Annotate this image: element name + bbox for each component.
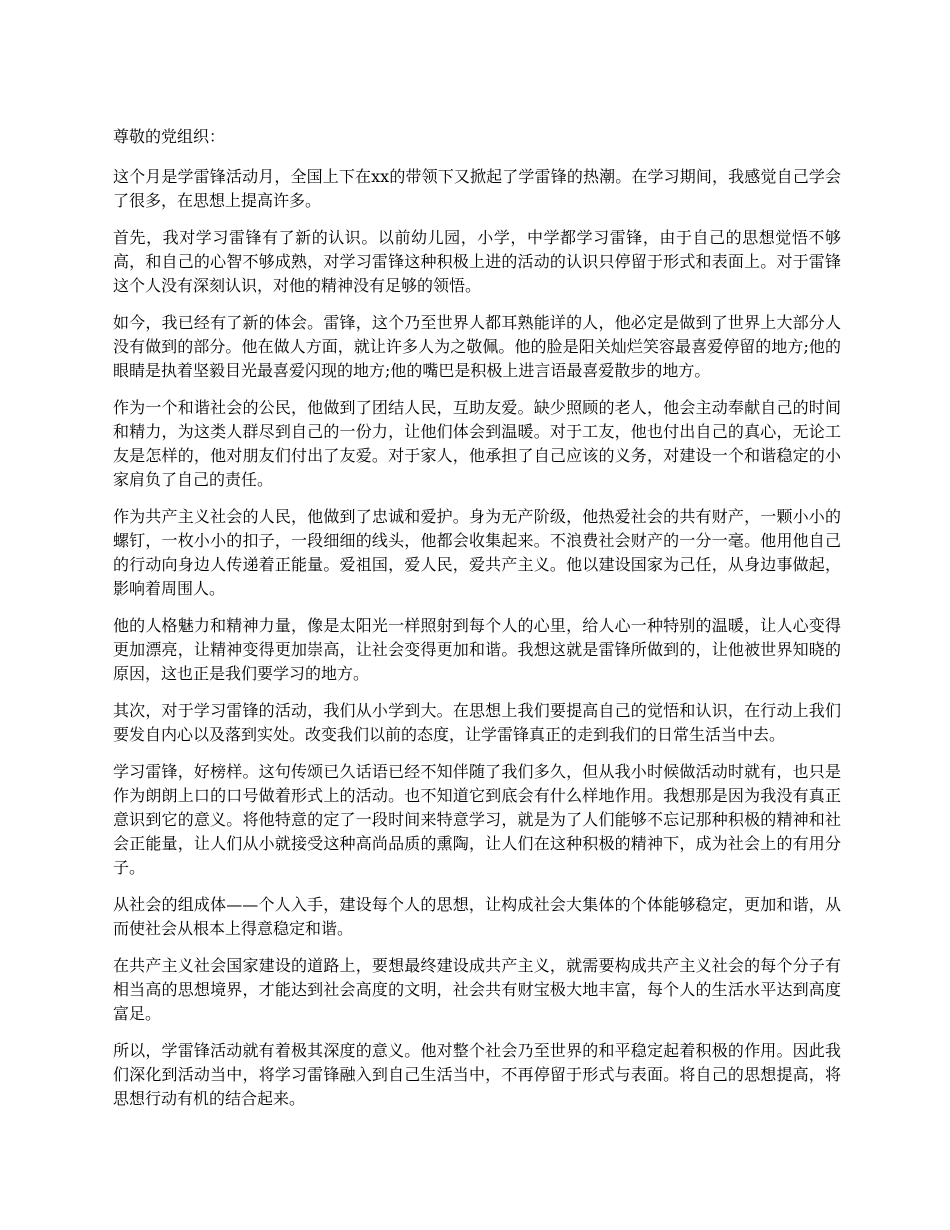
paragraph: 作为一个和谐社会的公民，他做到了团结人民，互助友爱。缺少照顾的老人，他会主动奉献自己的时间和精力，为这类人群尽到自己的一份力，让他们体会到温暖。对于工友，他也付出自己的真心，无论工友是怎样的，他对朋友们付出了友爱。对于家人，他承担了自己应该的义务，对建设一个和谐稳定的小家肩负了自己的责任。 — [113, 398, 841, 489]
paragraph: 所以，学雷锋活动就有着极其深度的意义。他对整个社会乃至世界的和平稳定起着积极的作用。因此我们深化到活动当中，将学习雷锋融入到自己生活当中，不再停留于形式与表面。将自己的思想提高，将思想行动有机的结合起来。 — [113, 1041, 841, 1108]
salutation: 尊敬的党组织： — [113, 127, 226, 146]
paragraph: 从社会的组成体——个人入手，建设每个人的思想，让构成社会大集体的个体能够稳定，更加和谐，从而使社会从根本上得意稳定和谐。 — [113, 895, 841, 938]
paragraph: 在共产主义社会国家建设的道路上，要想最终建设成共产主义，就需要构成共产主义社会的每个分子有相当高的思想境界，才能达到社会高度的文明，社会共有财宝极大地丰富，每个人的生活水平达到高度富足。 — [113, 956, 841, 1023]
paragraph: 作为共产主义社会的人民，他做到了忠诚和爱护。身为无产阶级，他热爱社会的共有财产，一颗小小的螺钉，一枚小小的扣子，一段细细的线头，他都会收集起来。不浪费社会财产的一分一毫。他用他自己的行动向身边人传递着正能量。爱祖国，爱人民，爱共产主义。他以建设国家为己任，从身边事做起，影响着周围人。 — [113, 507, 841, 598]
paragraph: 首先，我对学习雷锋有了新的认识。以前幼儿园，小学，中学都学习雷锋，由于自己的思想觉悟不够高，和自己的心智不够成熟，对学习雷锋这种积极上进的活动的认识只停留于形式和表面上。对于雷锋这个人没有深刻认识，对他的精神没有足够的领悟。 — [113, 228, 841, 295]
paragraph: 这个月是学雷锋活动月，全国上下在xx的带领下又掀起了学雷锋的热潮。在学习期间，我感觉自己学会了很多，在思想上提高许多。 — [113, 167, 841, 210]
paragraph: 学习雷锋，好榜样。这句传颂已久话语已经不知伴随了我们多久，但从我小时候做活动时就有，也只是作为朗朗上口的口号做着形式上的活动。也不知道它到底会有什么样地作用。我想那是因为我没有真正意识到它的意义。将他特意的定了一段时间来特意学习，就是为了人们能够不忘记那种积极的精神和社会正能量，让人们从小就接受这种高尚品质的熏陶，让人们在这种积极的精神下，成为社会上的有用分子。 — [113, 762, 841, 877]
paragraph: 如今，我已经有了新的体会。雷锋，这个乃至世界人都耳熟能详的人，他必定是做到了世界上大部分人没有做到的部分。他在做人方面，就让许多人为之敬佩。他的脸是阳关灿烂笑容最喜爱停留的地方;他的眼睛是执着坚毅目光最喜爱闪现的地方;他的嘴巴是积极上进言语最喜爱散步的地方。 — [113, 313, 841, 380]
document-page — [113, 112, 841, 1124]
paragraph: 他的人格魅力和精神力量，像是太阳光一样照射到每个人的心里，给人心一种特别的温暖，让人心变得更加漂亮，让精神变得更加崇高，让社会变得更加和谐。我想这就是雷锋所做到的，让他被世界知晓的原因，这也正是我们要学习的地方。 — [113, 616, 841, 683]
paragraph: 其次，对于学习雷锋的活动，我们从小学到大。在思想上我们要提高自己的觉悟和认识，在行动上我们要发自内心以及落到实处。改变我们以前的态度，让学雷锋真正的走到我们的日常生活当中去。 — [113, 701, 841, 744]
